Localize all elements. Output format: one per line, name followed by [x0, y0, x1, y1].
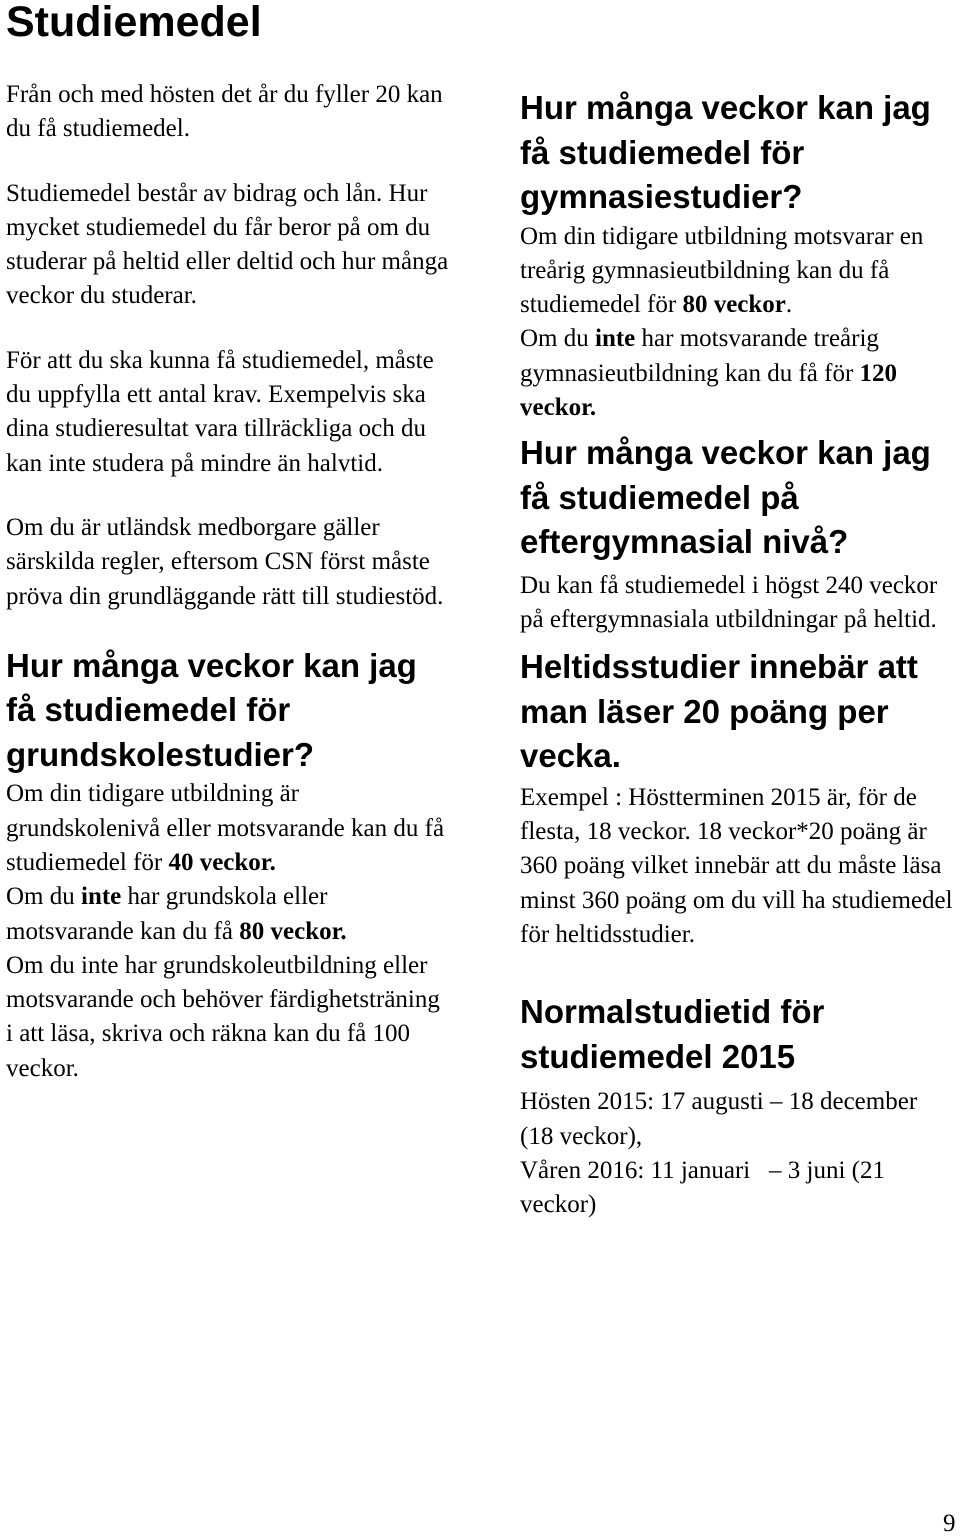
page-title: Studiemedel — [6, 0, 262, 46]
normalstudietid-heading: Normalstudietid för studiemedel 2015 — [520, 993, 825, 1075]
right-column — [520, 0, 956, 1223]
heltid-text: Exempel : Höstterminen 2015 är, för de flesta, 18 veckor. 18 veckor*20 poäng är 360 poäng vilket innebär att du måste läsa minst 360 poäng om du vill ha studiemedel för heltidsstudier. — [520, 783, 953, 949]
eftergymnasial-text: Du kan få studiemedel i högst 240 veckor på eftergymnasiala utbildningar på heltid. — [520, 571, 938, 634]
normalstudietid-spring: Våren 2016: 11 januari – 3 juni (21 veckor) — [520, 1156, 892, 1219]
grundskola-text-2: Om du inte har grundskola eller motsvarande kan du få 80 veckor. — [6, 883, 347, 945]
gymnasium-heading: Hur många veckor kan jag få studiemedel för gymnasiestudier? — [520, 89, 931, 215]
gymnasium-text-1: Om din tidigare utbildning motsvarar en treårig gymnasieutbildning kan du få studiemedel för 80 veckor. — [520, 222, 924, 319]
eftergymnasial-heading: Hur många veckor kan jag få studiemedel på eftergymnasial nivå? — [520, 434, 931, 561]
page-number: 9 — [943, 1510, 956, 1537]
intro-paragraph-2: Studiemedel består av bidrag och lån. Hur mycket studiemedel du får beror på om du studerar på heltid eller deltid och hur många veckor du studerar. — [6, 179, 449, 310]
normalstudietid-autumn: Hösten 2015: 17 augusti – 18 december (18 veckor), — [520, 1088, 918, 1150]
heltid-heading: Heltidsstudier innebär att man läser 20 poäng per vecka. — [520, 648, 918, 775]
grundskola-text-1: Om din tidigare utbildning är grundskolenivå eller motsvarande kan du få studiemedel för 40 veckor. — [6, 780, 445, 876]
intro-paragraph-4: Om du är utländsk medborgare gäller särskilda regler, eftersom CSN först måste pröva din grundläggande rätt till studiestöd. — [6, 513, 444, 610]
intro-paragraph-1: Från och med hösten det år du fyller 20 kan du få studiemedel. — [6, 81, 443, 143]
left-column — [6, 0, 451, 1086]
intro-paragraph-3: För att du ska kunna få studiemedel, måste du uppfylla ett antal krav. Exempelvis ska dina studieresultat vara tillräckliga och du kan inte studera på mindre än halvtid. — [6, 346, 434, 477]
grundskola-heading: Hur många veckor kan jag få studiemedel för grundskolestudier? — [6, 646, 417, 773]
gymnasium-text-2: Om du inte har motsvarande treårig gymnasieutbildning kan du få för 120 veckor. — [520, 325, 898, 421]
grundskola-text-3: Om du inte har grundskoleutbildning eller motsvarande och behöver färdighetsträning i att läsa, skriva och räkna kan du få 100 veckor. — [6, 951, 440, 1082]
